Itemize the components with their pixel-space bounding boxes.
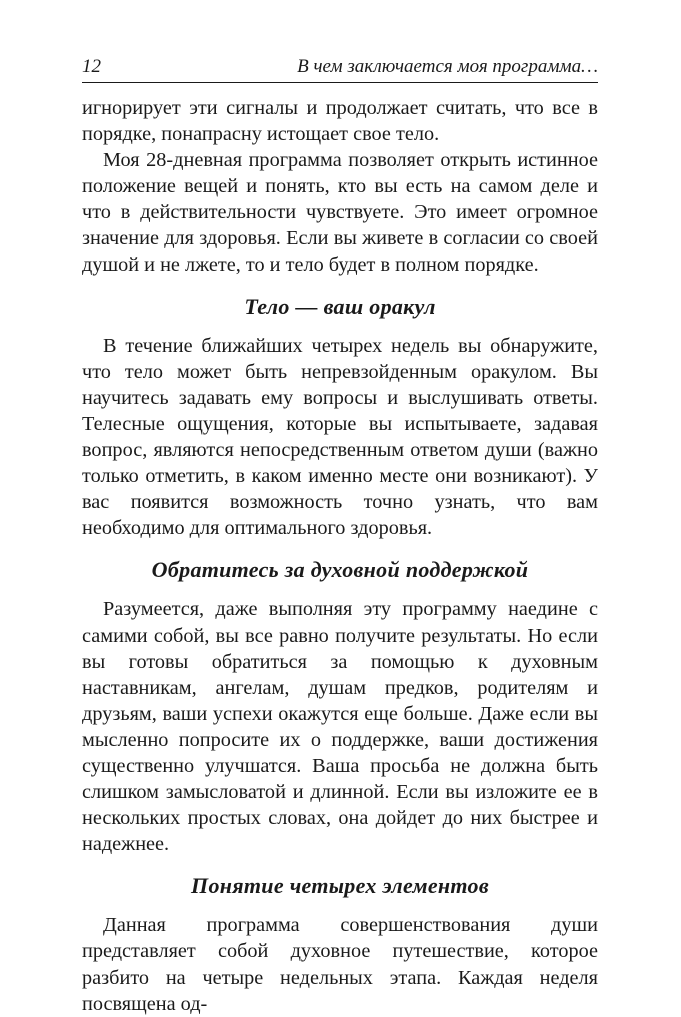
- section-heading-four-elements: Понятие четырех элементов: [191, 873, 489, 899]
- chapter-title: В чем заключается моя программа…: [297, 56, 598, 77]
- body-text: [82, 95, 598, 1017]
- running-header: [82, 52, 598, 83]
- paragraph: Разумеется, даже выполняя эту программу наедине с самими собой, вы все равно получите результаты. Но если вы готовы обратиться за помощью к духовным наставникам, ангелам, душам предков, родителям и друзьям, ваши успехи окажутся еще больше. Даже если вы мысленно попросите их о поддержке, ваши достижения существенно улучшатся. Ваша просьба не должна быть слишком замысловатой и длинной. Если вы изложите ее в нескольких простых словах, она дойдет до них быстрее и надежнее.: [82, 598, 598, 856]
- paragraph: Данная программа совершенствования души представляет собой духовное путешествие, которое разбито на четыре недельных этапа. Каждая неделя посвящена од-: [82, 914, 598, 1015]
- section-heading-spiritual-support: Обратитесь за духовной поддержкой: [151, 557, 529, 583]
- book-page: [82, 52, 598, 1017]
- paragraph: В течение ближайших четырех недель вы обнаружите, что тело может быть непревзойденным оракулом. Вы научитесь задавать ему вопросы и выслушивать ответы. Телесные ощущения, которые вы испытываете, задавая вопрос, являются непосредственным ответом души (важно только отметить, в каком именно месте они возникают). У вас появится возможность точно узнать, что вам необходимо для оптимального здоровья.: [82, 334, 598, 540]
- paragraph-continued: игнорирует эти сигналы и продолжает считать, что все в порядке, понапрасну истощает свое тело.: [82, 97, 598, 146]
- page-number: 12: [82, 56, 101, 77]
- section-heading-body-oracle: Тело — ваш оракул: [244, 293, 436, 319]
- paragraph: Моя 28-дневная программа позволяет открыть истинное положение вещей и понять, кто вы есть на самом деле и что в действительности чувствуете. Это имеет огромное значение для здоровья. Если вы живете в согласии со своей душой и не лжете, то и тело будет в полном порядке.: [82, 149, 598, 276]
